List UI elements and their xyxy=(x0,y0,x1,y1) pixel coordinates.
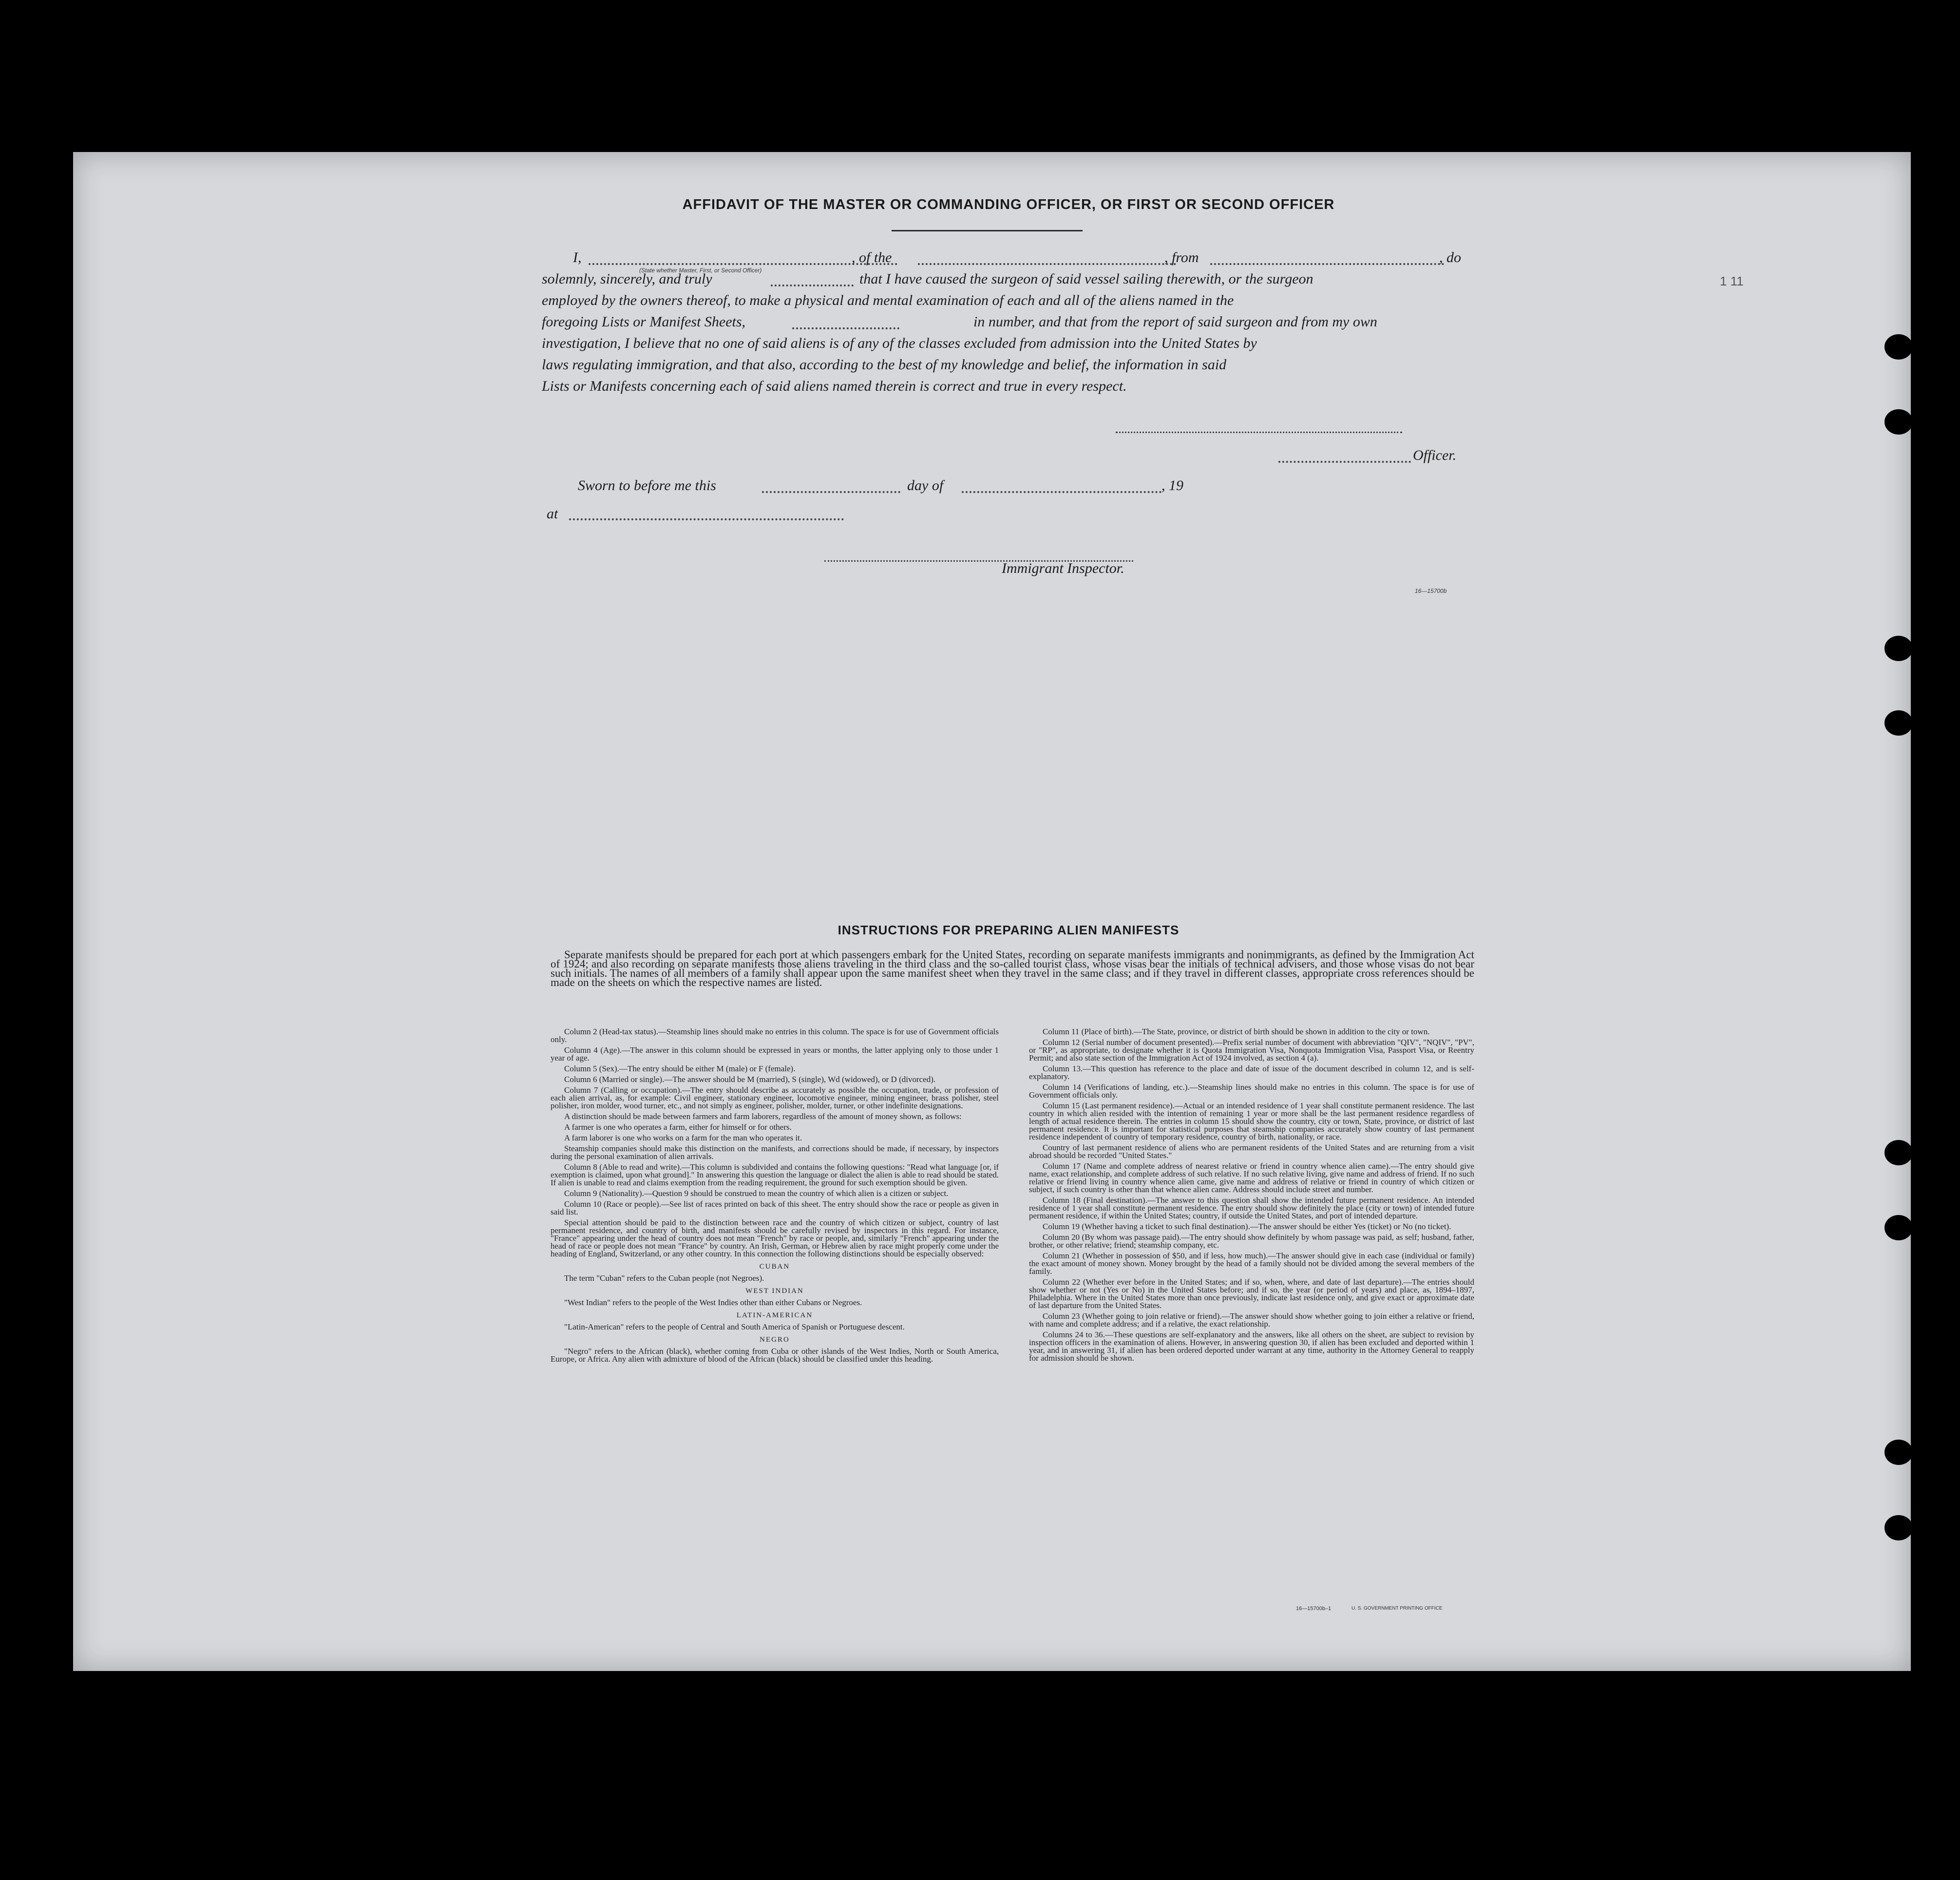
affidavit-line-4a: foregoing Lists or Manifest Sheets, xyxy=(542,314,746,330)
instruction-paragraph: Special attention should be paid to the distinction between race and the country of which citizen or subject, country of last permanent residence, and country of birth, and manifests should be carefully revised by inspectors in this regard. For instance, "France" appearing under the head of country does not mean "French" by race or people, and, similarly "French" appearing under the head of race or people does not mean "France" by country. An Irish, German, or Hebrew alien by race might properly come under the heading of England, Switzerland, or any other country. In this connection the following distinctions should be especially observed: xyxy=(551,1218,999,1258)
instruction-paragraph: Column 18 (Final destination).—The answer to this question shall show the intended future permanent residence. An intended residence of 1 year shall constitute permanent residence. The entry should show definitely the place (city or town) of intended future permanent residence, if within the United States; country, if outside the United States, and port of intended departure. xyxy=(1029,1196,1474,1220)
word-i: I, xyxy=(573,249,582,266)
instruction-paragraph: A farm laborer is one who works on a farm for the man who operates it. xyxy=(564,1133,802,1142)
affidavit-line-3: employed by the owners thereof, to make a physical and mental examination of each and all of the aliens named in the xyxy=(542,292,1234,308)
blank-sworn-day xyxy=(762,491,900,493)
instruction-paragraph: Column 9 (Nationality).—Question 9 should be construed to mean the country of which alien is a citizen or subject. xyxy=(564,1189,949,1198)
footer-gpo: U. S. GOVERNMENT PRINTING OFFICE xyxy=(1351,1606,1443,1611)
instruction-paragraph: Column 10 (Race or people).—See list of races printed on back of this sheet. The entry should show the race or people as given in said list. xyxy=(551,1199,999,1216)
instructions-intro: Separate manifests should be prepared for each port at which passengers embark for the United States, recording on separate manifests immigrants and nonimmigrants, as defined by the Immigration Act of 1924; and also recording on separate manifests those aliens traveling in the third class and the so-called tourist class, whose visas bear the initials of technical advisers, and those whose visas do not bear such initials. The names of all members of a family shall appear upon the same manifest sheet when they travel in the same class; and if they travel in different classes, appropriate cross references should be made on the sheets on which the respective names are listed. xyxy=(551,949,1474,988)
blank-vessel xyxy=(918,263,1176,265)
instruction-paragraph: Column 20 (By whom was passage paid).—The entry should show definitely by whom passage was paid, as self; husband, father, brother, or other relative; friend; steamship company, etc. xyxy=(1029,1233,1474,1250)
affidavit-line-5: investigation, I believe that no one of said aliens is of any of the classes excluded from admission into the United States by xyxy=(542,335,1257,351)
binder-hole xyxy=(1884,1440,1913,1465)
instruction-paragraph: Column 22 (Whether ever before in the United States; and if so, when, where, and date of last departure).—The entries should show whether or not (Yes or No) in the United States before; and if so, the year (or period of years) and place, as, 1894–1897, Philadelphia. Where in the United States more than once previously, indicate last residence only, and give exact or approximate date of last departure from the United States. xyxy=(1029,1277,1474,1310)
instruction-paragraph: A farmer is one who operates a farm, either for himself or for others. xyxy=(564,1122,792,1132)
blank-from xyxy=(1210,263,1444,265)
blank-signature xyxy=(1116,432,1402,433)
instruction-paragraph: Column 4 (Age).—The answer in this column should be expressed in years or months, the latter applying only to those under 1 year of age. xyxy=(551,1045,999,1063)
affidavit-title: AFFIDAVIT OF THE MASTER OR COMMANDING OFFICER, OR FIRST OR SECOND OFFICER xyxy=(682,197,1335,212)
instruction-paragraph: Column 17 (Name and complete address of nearest relative or friend in country whence alien came).—The entry should give name, exact relationship, and complete address of such relative. If no such relative living, give name and address of friend. If no such relative or friend living in country whence alien came, give name and address of relative or friend in country of which citizen or subject, if such country is other than that whence alien came. Address should include street and number. xyxy=(1029,1161,1474,1194)
instruction-paragraph: Column 5 (Sex).—The entry should be either M (male) or F (female). xyxy=(564,1064,796,1073)
heading-negro: NEGRO xyxy=(760,1336,790,1344)
instruction-paragraph: Country of last permanent residence of aliens who are permanent residents of the United States and are returning from a visit abroad should be recorded "United States." xyxy=(1029,1143,1474,1160)
text-cuban: The term "Cuban" refers to the Cuban people (not Negroes). xyxy=(564,1273,764,1283)
text-latin-american: "Latin-American" refers to the people of Central and South America of Spanish or Portuguese descent. xyxy=(564,1322,905,1331)
blank-month xyxy=(962,491,1161,493)
instruction-paragraph: Column 14 (Verifications of landing, etc.).—Steamship lines should make no entries in this column. The space is for use of Government officials only. xyxy=(1029,1082,1474,1100)
binder-hole xyxy=(1884,334,1913,360)
rank-note: (State whether Master, First, or Second Officer) xyxy=(639,267,762,274)
blank-swear xyxy=(771,285,854,286)
instruction-paragraph: Column 15 (Last permanent residence).—Actual or an intended residence of 1 year shall constitute permanent residence. The last country in which alien resided with the intention of remaining 1 year or more shall be the last permanent residence regardless of length of actual residence therein. The entries in column 15 should show the country, city or town, State, province, or district of last permanent residence. It is important for statistical purposes that steamship companies accurately show country of last permanent residence independent of country of temporary residence, country of birth, nationality, or race. xyxy=(1029,1101,1474,1141)
word-do: , do xyxy=(1439,249,1461,266)
text-west-indian: "West Indian" refers to the people of the West Indies other than either Cubans or Negroes. xyxy=(564,1298,862,1307)
binder-hole xyxy=(1884,409,1913,435)
blank-officer xyxy=(1278,461,1411,463)
affidavit-form-number: 16—15700b xyxy=(1415,588,1447,594)
instruction-paragraph: Column 23 (Whether going to join relative or friend).—The answer should show whether going to join either a relative or friend, with name and complete address; and if a relative, the exact relationship. xyxy=(1029,1311,1474,1329)
binder-hole xyxy=(1884,1140,1913,1165)
affidavit-line-4b: in number, and that from the report of said surgeon and from my own xyxy=(973,314,1377,330)
word-of-the: , of the xyxy=(852,249,892,266)
binder-hole xyxy=(1884,1515,1913,1540)
title-underline xyxy=(892,230,1083,231)
instruction-paragraph: Column 12 (Serial number of document presented).—Prefix serial number of document with abbreviation "QIV", "NQIV", "PV", or "RP", as appropriate, to designate whether it is Quota Immigration Visa, Nonquota Immigration Visa, Passport Visa, or Reentry Permit; and also state section of the Immigration Act of 1924 involved, as section 4 (a). xyxy=(1029,1038,1474,1063)
footer-form-number: 16—15700b–1 xyxy=(1296,1606,1332,1612)
heading-cuban: CUBAN xyxy=(759,1263,790,1271)
officer-label: Officer. xyxy=(1413,447,1457,463)
instruction-paragraph: Column 8 (Able to read and write).—This column is subdivided and contains the following questions: "Read what language [or, if exemption is claimed, upon what ground]." In answering this question the language or dialect the alien is able to read should be stated. If alien is unable to read and claims exemption from the reading requirement, the ground for such exemption should be given. xyxy=(551,1162,999,1187)
blank-place xyxy=(569,518,844,520)
instructions-right-column xyxy=(1029,1028,1474,1365)
affidavit-line-6: laws regulating immigration, and that also, according to the best of my knowledge and belief, the information in said xyxy=(542,357,1227,373)
word-from: , from xyxy=(1164,249,1199,266)
instructions-title: INSTRUCTIONS FOR PREPARING ALIEN MANIFESTS xyxy=(837,923,1180,937)
instruction-paragraph: Columns 24 to 36.—These questions are self-explanatory and the answers, like all others on the sheet, are subject to revision by inspection officers in the examination of aliens. However, in answering question 30, if alien has been excluded and deported within 1 year, and in answering 31, if alien has been ordered deported under warrant at any time, authority in the Attorney General to reapply for admission should be shown. xyxy=(1029,1330,1474,1363)
instruction-paragraph: A distinction should be made between farmers and farm laborers, regardless of the amount of money shown, as follows: xyxy=(564,1112,962,1121)
heading-west-indian: WEST INDIAN xyxy=(745,1287,804,1295)
instruction-paragraph: Column 11 (Place of birth).—The State, province, or district of birth should be shown in addition to the city or town. xyxy=(1043,1027,1430,1036)
instruction-paragraph: Column 7 (Calling or occupation).—The entry should describe as accurately as possible the occupation, trade, or profession of each alien arrival, as, for example: Civil engineer, stationary engineer, locomotive engineer, mining engineer, brass polisher, steel polisher, iron molder, wood turner, etc., and not simply as engineer, polisher, molder, turner, or other indefinite designations. xyxy=(551,1085,999,1110)
instruction-paragraph: Steamship companies should make this distinction on the manifests, and corrections should be made, if necessary, by inspectors during the personal examination of alien arrivals. xyxy=(551,1144,999,1161)
binder-hole xyxy=(1884,1215,1913,1240)
binder-hole xyxy=(1884,710,1913,736)
year-label: , 19 xyxy=(1161,477,1183,494)
instruction-paragraph: Column 6 (Married or single).—The answer should be M (married), S (single), Wd (widowed), or D (divorced). xyxy=(564,1075,936,1084)
instructions-left-column xyxy=(551,1028,999,1365)
margin-mark: 1 11 xyxy=(1720,274,1744,288)
sworn-label: Sworn to before me this xyxy=(578,477,716,494)
day-of-label: day of xyxy=(907,477,944,494)
blank-count xyxy=(792,327,899,329)
affidavit-line-2a: solemnly, sincerely, and truly xyxy=(542,271,712,287)
inspector-label: Immigrant Inspector. xyxy=(1002,560,1124,576)
heading-latin-american: LATIN-AMERICAN xyxy=(736,1311,813,1319)
affidavit-line-7: Lists or Manifests concerning each of said aliens named therein is correct and true in every respect. xyxy=(542,378,1127,394)
text-negro: "Negro" refers to the African (black), whether coming from Cuba or other islands of the West Indies, North or South America, Europe, or Africa. Any alien with admixture of blood of the African (black) should be classified under this heading. xyxy=(551,1347,999,1364)
instruction-paragraph: Column 2 (Head-tax status).—Steamship lines should make no entries in this column. The space is for use of Government officials only. xyxy=(551,1027,999,1044)
affidavit-line-2b: that I have caused the surgeon of said vessel sailing therewith, or the surgeon xyxy=(859,271,1313,287)
binder-hole xyxy=(1884,636,1913,661)
instruction-paragraph: Column 21 (Whether in possession of $50, and if less, how much).—The answer should give in each case (individual or family) the exact amount of money shown. Money brought by the head of a family should not be divided among the several members of the family. xyxy=(1029,1251,1474,1276)
blank-rank xyxy=(589,263,897,265)
at-label: at xyxy=(547,506,558,522)
instruction-paragraph: Column 19 (Whether having a ticket to such final destination).—The answer should be either Yes (ticket) or No (no ticket). xyxy=(1043,1222,1451,1231)
instruction-paragraph: Column 13.—This question has reference to the place and date of issue of the document described in column 12, and is self-explanatory. xyxy=(1029,1064,1474,1081)
